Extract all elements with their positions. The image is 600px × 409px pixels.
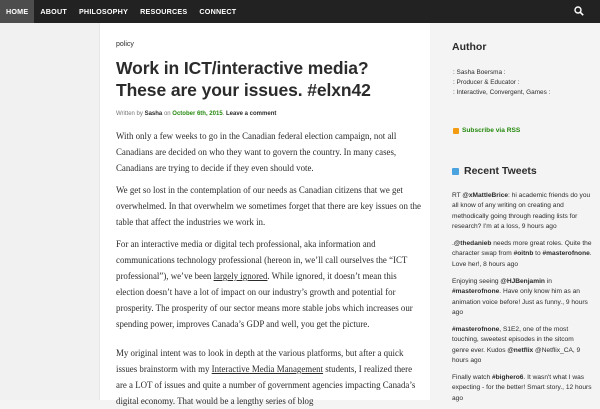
tweet-text: . Love her!, 8 hours ago <box>452 250 592 268</box>
tweet-hashtag-link[interactable]: #oitnb <box>513 250 534 258</box>
nav-about[interactable] <box>34 0 73 23</box>
byline-date[interactable]: October 6th, 2015 <box>172 111 223 117</box>
post-paragraph-3-a: For an interactive media or digital tech professional, aka information and communications technology professional (hereon in, we’ll call ourselves the “ICT professional”), we’ve been <box>116 239 408 281</box>
nav-philosophy-label: PHILOSOPHY <box>78 7 129 16</box>
nav-resources[interactable] <box>134 0 193 23</box>
nav-connect-label: CONNECT <box>199 7 237 16</box>
tweet-item <box>452 191 592 233</box>
tweet-prefix: Enjoying seeing <box>452 278 501 285</box>
author-line-2: : Producer & Educator : <box>453 79 520 86</box>
post-paragraph-3-b: . While ignored, it doesn’t mean this election doesn’t have a lot of impact on our industry’s growth and potential for prosperity. The prosperity of our sector means more stable jobs which increases our spending power, improves Canada’s GDP and well, you get the picture. <box>116 271 413 329</box>
byline-prefix: Written by <box>116 111 143 117</box>
rss-icon <box>453 128 459 134</box>
post-paragraph-1: With only a few weeks to go in the Canadian federal election campaign, not all Canadians are decided on who they want to govern the country. In many cases, Canadians are trying to decide if they even should vote. <box>116 131 397 173</box>
author-line-1: : Sasha Boersma : <box>453 69 506 76</box>
interactive-media-management-link[interactable]: Interactive Media Management <box>211 364 324 374</box>
nav-connect[interactable] <box>193 0 242 23</box>
leave-comment-link[interactable]: Leave a comment <box>226 111 277 117</box>
tweet-prefix: RT <box>452 192 463 199</box>
left-background-strip <box>0 23 100 400</box>
tweet-item <box>452 277 592 319</box>
tweet-item <box>452 325 592 367</box>
post-paragraph-2: We get so lost in the contemplation of our needs as Canadian citizens that we get overwhelmed. In that overwhelm we sometimes forget that there are key issues on the table that affect the industries we work in. <box>116 185 421 227</box>
tweet-prefix: Finally watch <box>452 374 492 381</box>
tweet-hashtag-link[interactable]: #masterofnone <box>452 288 500 296</box>
tweet-text: in <box>544 278 552 285</box>
tweet-text: , S1E2, one of the most touching, sweetest episodes in the sitcom genre ever. Kudos <box>452 326 574 354</box>
tweet-handle-link[interactable]: @HJBenjamin <box>500 278 545 285</box>
author-line-3: : Interactive, Convergent, Games : <box>453 89 551 96</box>
post-paragraph-4-a: My original intent was to look in depth at the various platforms, but after a quick issues brainstorm with my <box>116 348 404 374</box>
top-navigation <box>0 0 600 23</box>
nav-resources-label: RESOURCES <box>140 7 188 16</box>
nav-home-label: HOME <box>6 7 29 16</box>
recent-tweets-label: Recent Tweets <box>464 165 537 177</box>
nav-philosophy[interactable] <box>73 0 134 23</box>
post-paragraph-4 <box>116 345 424 409</box>
tweet-item <box>452 239 592 270</box>
nav-about-label: ABOUT <box>40 7 67 16</box>
post-paragraph-4-b: students, I realized there are a LOT of issues and quite a number of government agencies impacting Canada’s digital economy. That would be a lengthy series of blog <box>116 364 416 406</box>
tweet-text: needs more great roles. Quite the character swap from <box>452 240 592 258</box>
rss-label: Subscribe via RSS <box>462 127 521 134</box>
tweet-prefix: . <box>452 240 454 247</box>
nav-home[interactable] <box>0 0 34 23</box>
largely-ignored-link[interactable]: largely ignored <box>213 271 268 281</box>
tweet-text: . It wasn't what I was expecting - for the better! Smart story., 12 hours ago <box>452 374 592 402</box>
tweet-text: . Have only know him as an animation voice before! Just as funny., 9 hours ago <box>452 288 588 317</box>
byline-on: on <box>163 111 171 117</box>
tweet-hashtag-link[interactable]: #bighero6 <box>491 374 524 381</box>
tweet-text: @Netflix_CA, 9 hours ago <box>452 346 581 365</box>
post-content <box>100 23 430 406</box>
byline-author[interactable]: Sasha <box>144 111 163 117</box>
recent-tweets-title <box>452 165 537 177</box>
post-byline <box>116 111 276 117</box>
tweet-handle-link[interactable]: @netflix <box>507 346 534 354</box>
tweet-item <box>452 373 592 404</box>
tweet-hashtag-link[interactable]: #masterofnone <box>542 250 590 258</box>
post-paragraph-3 <box>116 236 424 332</box>
byline-sep: . <box>222 111 225 117</box>
tweet-text: : hi academic friends do you all know of any writing on creating and methodically going through reading lists for research? I'm at a loss, 9 hours ago <box>452 192 591 231</box>
post-title[interactable]: Work in ICT/interactive media? These are your issues. #elxn42 <box>116 58 371 100</box>
sidebar <box>430 23 600 400</box>
post-category[interactable]: policy <box>116 41 134 48</box>
search-icon[interactable] <box>574 6 584 16</box>
author-widget-title: Author <box>452 41 487 53</box>
tweet-text: to <box>533 250 543 258</box>
rss-subscribe-link[interactable] <box>453 127 520 134</box>
tweet-handle-link[interactable]: @xMattleBrice <box>462 192 509 199</box>
tweet-hashtag-link[interactable]: #masterofnone <box>452 326 500 333</box>
tweet-handle-link[interactable]: @thedanieb <box>453 240 492 247</box>
twitter-icon <box>452 168 459 175</box>
